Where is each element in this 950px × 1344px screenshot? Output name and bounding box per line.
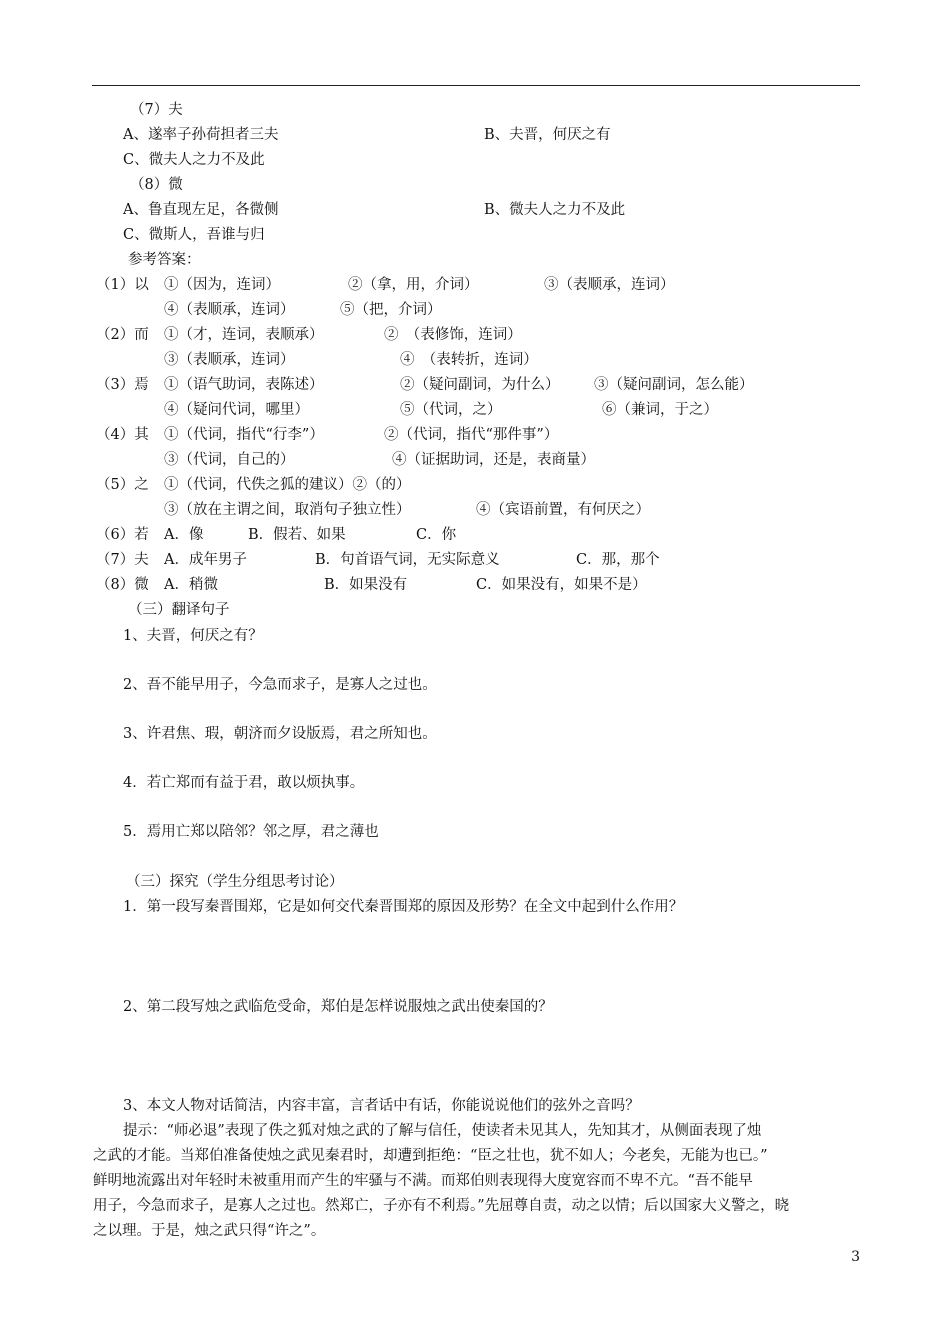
answer-head: （3）焉 xyxy=(96,377,149,393)
translate-item: 3、许君焦、瑕，朝济而夕设版焉，君之所知也。 xyxy=(123,726,437,742)
option-b: B、夫晋，何厌之有 xyxy=(484,127,611,143)
option-c: C、微斯人，吾谁与归 xyxy=(123,227,265,243)
option-c: C、微夫人之力不及此 xyxy=(123,152,265,168)
answer-item: ⑤（代词，之） xyxy=(400,402,502,418)
translate-item: 2、吾不能早用子，今急而求子，是寡人之过也。 xyxy=(123,677,437,693)
answer-item: A．成年男子 xyxy=(164,552,247,568)
option-group-label: （7）夫 xyxy=(130,102,183,118)
answers-title: 参考答案： xyxy=(128,252,201,268)
answer-head: （8）微 xyxy=(96,577,149,593)
answer-item: C．你 xyxy=(416,527,457,543)
answer-item: ③（代词，自己的） xyxy=(164,452,295,468)
answer-item: ①（因为，连词） xyxy=(164,277,280,293)
answer-item: ② （表修饰，连词） xyxy=(384,327,522,343)
translate-item: 4．若亡郑而有益于君，敢以烦执事。 xyxy=(123,775,365,791)
hint-line: 之武的才能。当郑伯准备使烛之武见秦君时，却遭到拒绝：“臣之壮也，犹不如人；今老矣，无能为也已。” xyxy=(93,1148,768,1164)
answer-item: B．句首语气词，无实际意义 xyxy=(315,552,500,568)
answer-item: ③（表顺承，连词） xyxy=(544,277,675,293)
answer-head: （5）之 xyxy=(96,477,149,493)
answer-item: ③（疑问副词，怎么能） xyxy=(594,377,754,393)
answer-item: ⑤（把，介词） xyxy=(340,302,442,318)
option-group-label: （8）微 xyxy=(130,177,183,193)
explore-question: 3、本文人物对话简洁，内容丰富，言者话中有话，你能说说他们的弦外之音吗？ xyxy=(123,1098,640,1114)
answer-item: ①（才，连词，表顺承） xyxy=(164,327,324,343)
answer-head: （4）其 xyxy=(96,427,149,443)
answer-item: ④（证据助词，还是，表商量） xyxy=(392,452,595,468)
translate-item: 5．焉用亡郑以陪邻？邻之厚，君之薄也 xyxy=(123,824,379,840)
option-a: A、鲁直现左足，各微侧 xyxy=(123,202,279,218)
hint-line: 提示：“师必退”表现了佚之狐对烛之武的了解与信任，使读者未见其人，先知其才，从侧面表现了烛 xyxy=(123,1123,762,1139)
hint-line: 之以理。于是，烛之武只得“许之”。 xyxy=(93,1223,326,1239)
answer-item: ④（宾语前置，有何厌之） xyxy=(476,502,650,518)
answer-item: B．假若、如果 xyxy=(248,527,346,543)
answer-item: A．稍微 xyxy=(164,577,218,593)
answer-item: ①（代词，代佚之狐的建议）②（的） xyxy=(164,477,411,493)
option-a: A、遂率子孙荷担者三夫 xyxy=(123,127,279,143)
answer-item: ③（放在主谓之间，取消句子独立性） xyxy=(164,502,411,518)
answer-item: C．那，那个 xyxy=(576,552,660,568)
translate-item: 1、夫晋，何厌之有？ xyxy=(123,628,263,644)
section-heading: （三）探究（学生分组思考讨论） xyxy=(126,874,344,890)
answer-head: （1）以 xyxy=(96,277,149,293)
answer-item: B．如果没有 xyxy=(324,577,408,593)
answer-item: ②（拿，用，介词） xyxy=(348,277,479,293)
answer-head: （2）而 xyxy=(96,327,149,343)
answer-item: ④ （表转折，连词） xyxy=(400,352,538,368)
hint-line: 鲜明地流露出对年轻时未被重用而产生的牢骚与不满。而郑伯则表现得大度宽容而不卑不亢。“吾不能早 xyxy=(93,1173,753,1189)
answer-item: ⑥（兼词，于之） xyxy=(602,402,718,418)
answer-item: ④（表顺承，连词） xyxy=(164,302,295,318)
header-rule xyxy=(92,85,860,86)
answer-item: ①（代词，指代“行李”） xyxy=(164,427,324,443)
option-b: B、微夫人之力不及此 xyxy=(484,202,626,218)
section-heading: （三）翻译句子 xyxy=(128,602,230,618)
answer-item: ②（疑问副词，为什么） xyxy=(400,377,560,393)
answer-head: （6）若 xyxy=(96,527,149,543)
answer-item: ④（疑问代词，哪里） xyxy=(164,402,309,418)
answer-item: ①（语气助词，表陈述） xyxy=(164,377,324,393)
page-number: 3 xyxy=(851,1249,860,1265)
answer-item: ③（表顺承，连词） xyxy=(164,352,295,368)
explore-question: 2、第二段写烛之武临危受命，郑伯是怎样说服烛之武出使秦国的？ xyxy=(123,999,553,1015)
answer-item: C．如果没有，如果不是） xyxy=(476,577,647,593)
answer-item: ②（代词，指代“那件事”） xyxy=(384,427,559,443)
hint-line: 用子，今急而求子，是寡人之过也。然郑亡，子亦有不利焉。”先屈尊自责，动之以情；后以国家大义警之，晓 xyxy=(93,1198,790,1214)
explore-question: 1．第一段写秦晋围郑，它是如何交代秦晋围郑的原因及形势？在全文中起到什么作用？ xyxy=(123,899,684,915)
answer-head: （7）夫 xyxy=(96,552,149,568)
answer-item: A．像 xyxy=(164,527,204,543)
